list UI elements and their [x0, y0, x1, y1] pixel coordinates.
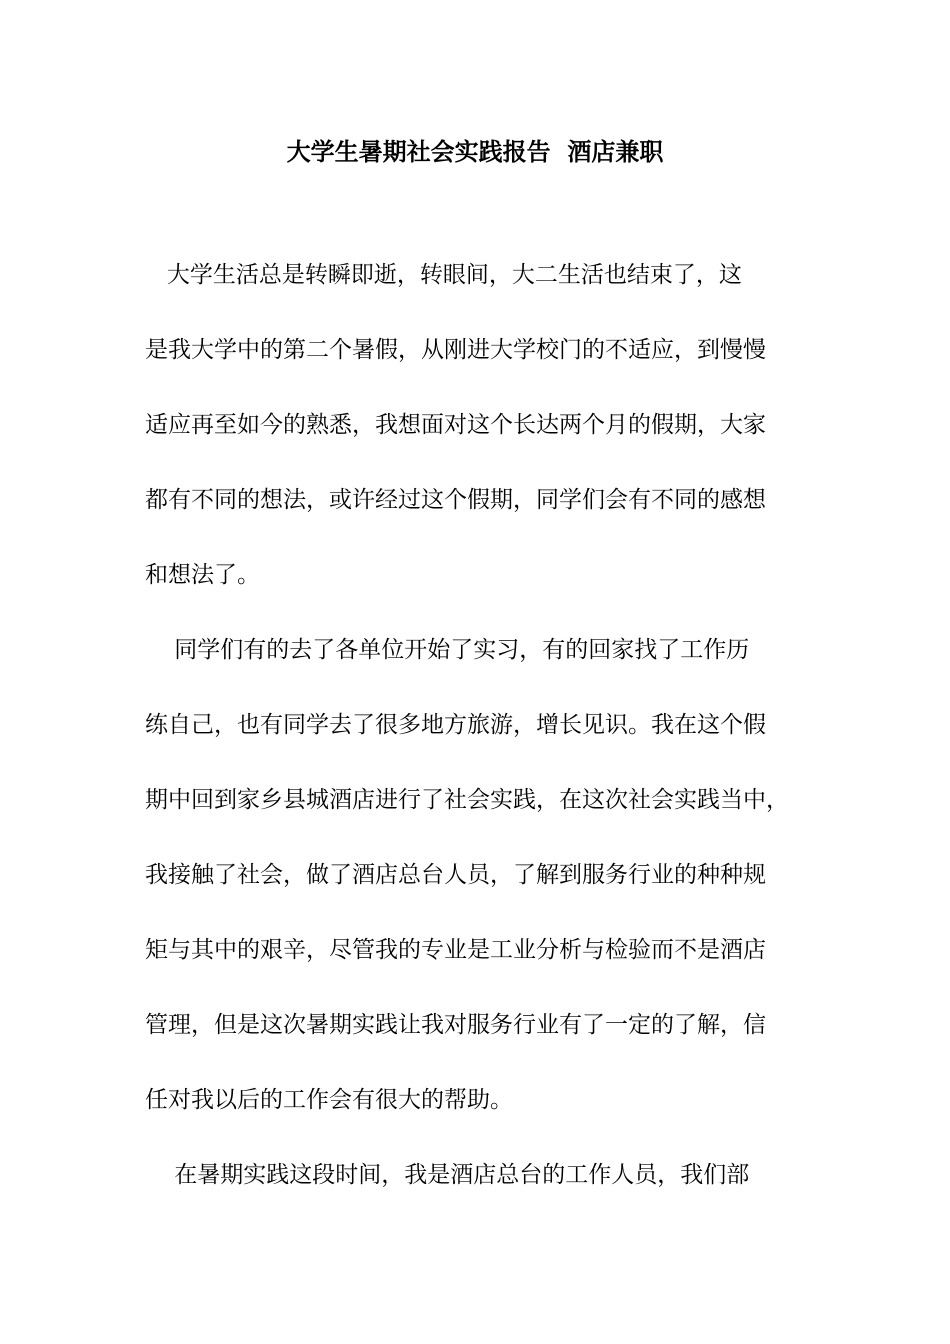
text-line: 练自己，也有同学去了很多地方旅游，增长见识。我在这个假 — [145, 712, 766, 738]
text-line: 矩与其中的艰辛，尽管我的专业是工业分析与检验而不是酒店 — [145, 937, 766, 963]
text-line: 适应再至如今的熟悉，我想面对这个长达两个月的假期，大家 — [145, 412, 766, 438]
document-body — [145, 252, 805, 1227]
text-line: 同学们有的去了各单位开始了实习，有的回家找了工作历 — [145, 637, 750, 663]
text-line: 在暑期实践这段时间，我是酒店总台的工作人员，我们部 — [145, 1162, 750, 1188]
text-line: 是我大学中的第二个暑假，从刚进大学校门的不适应，到慢慢 — [145, 337, 766, 363]
text-line: 期中回到家乡县城酒店进行了社会实践，在这次社会实践当中， — [145, 787, 789, 813]
text-line: 都有不同的想法，或许经过这个假期，同学们会有不同的感想 — [145, 487, 766, 513]
text-line: 管理，但是这次暑期实践让我对服务行业有了一定的了解，信 — [145, 1012, 766, 1038]
text-line: 任对我以后的工作会有很大的帮助。 — [145, 1087, 513, 1113]
text-line: 大学生活总是转瞬即逝，转眼间，大二生活也结束了，这 — [145, 262, 742, 288]
document-title: 大学生暑期社会实践报告 酒店兼职 — [286, 137, 664, 166]
text-line: 我接触了社会，做了酒店总台人员，了解到服务行业的种种规 — [145, 862, 766, 888]
text-line: 和想法了。 — [145, 562, 260, 588]
